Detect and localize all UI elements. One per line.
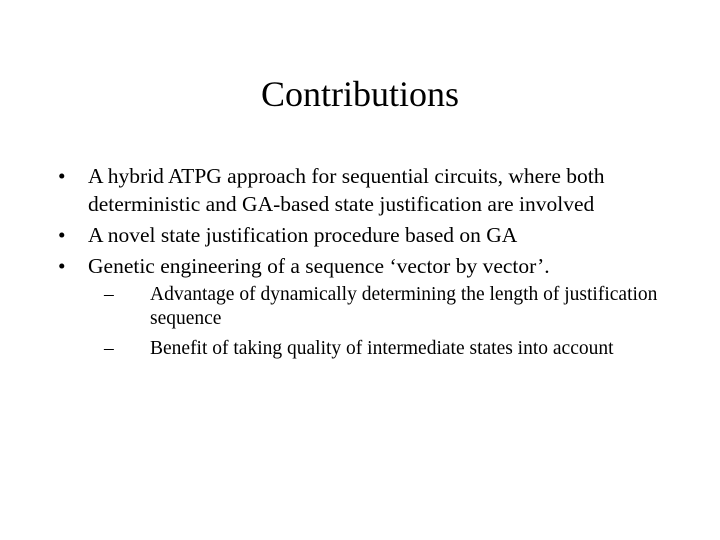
bullet-marker: • [58,223,66,247]
sub-bullet-item [96,337,678,361]
sub-bullet-text: Benefit of taking quality of intermediate states into account [150,338,614,359]
bullet-list [58,162,678,367]
sub-bullet-text: Advantage of dynamically determining the length of justification sequence [150,284,658,329]
bullet-text: A novel state justification procedure based on GA [88,223,518,247]
sub-bullet-marker: – [104,338,114,359]
bullet-item [58,162,678,218]
sub-bullet-list [88,283,678,361]
sub-bullet-marker: – [104,284,114,305]
bullet-text: Genetic engineering of a sequence ‘vector by vector’. [88,254,550,278]
sub-bullet-item [96,283,678,331]
bullet-marker: • [58,164,66,188]
bullet-item [58,221,678,249]
bullet-text: A hybrid ATPG approach for sequential circuits, where both deterministic and GA-based state justification are involved [88,164,605,216]
bullet-marker: • [58,254,66,278]
slide-title: Contributions [260,74,460,114]
bullet-item [58,252,678,361]
